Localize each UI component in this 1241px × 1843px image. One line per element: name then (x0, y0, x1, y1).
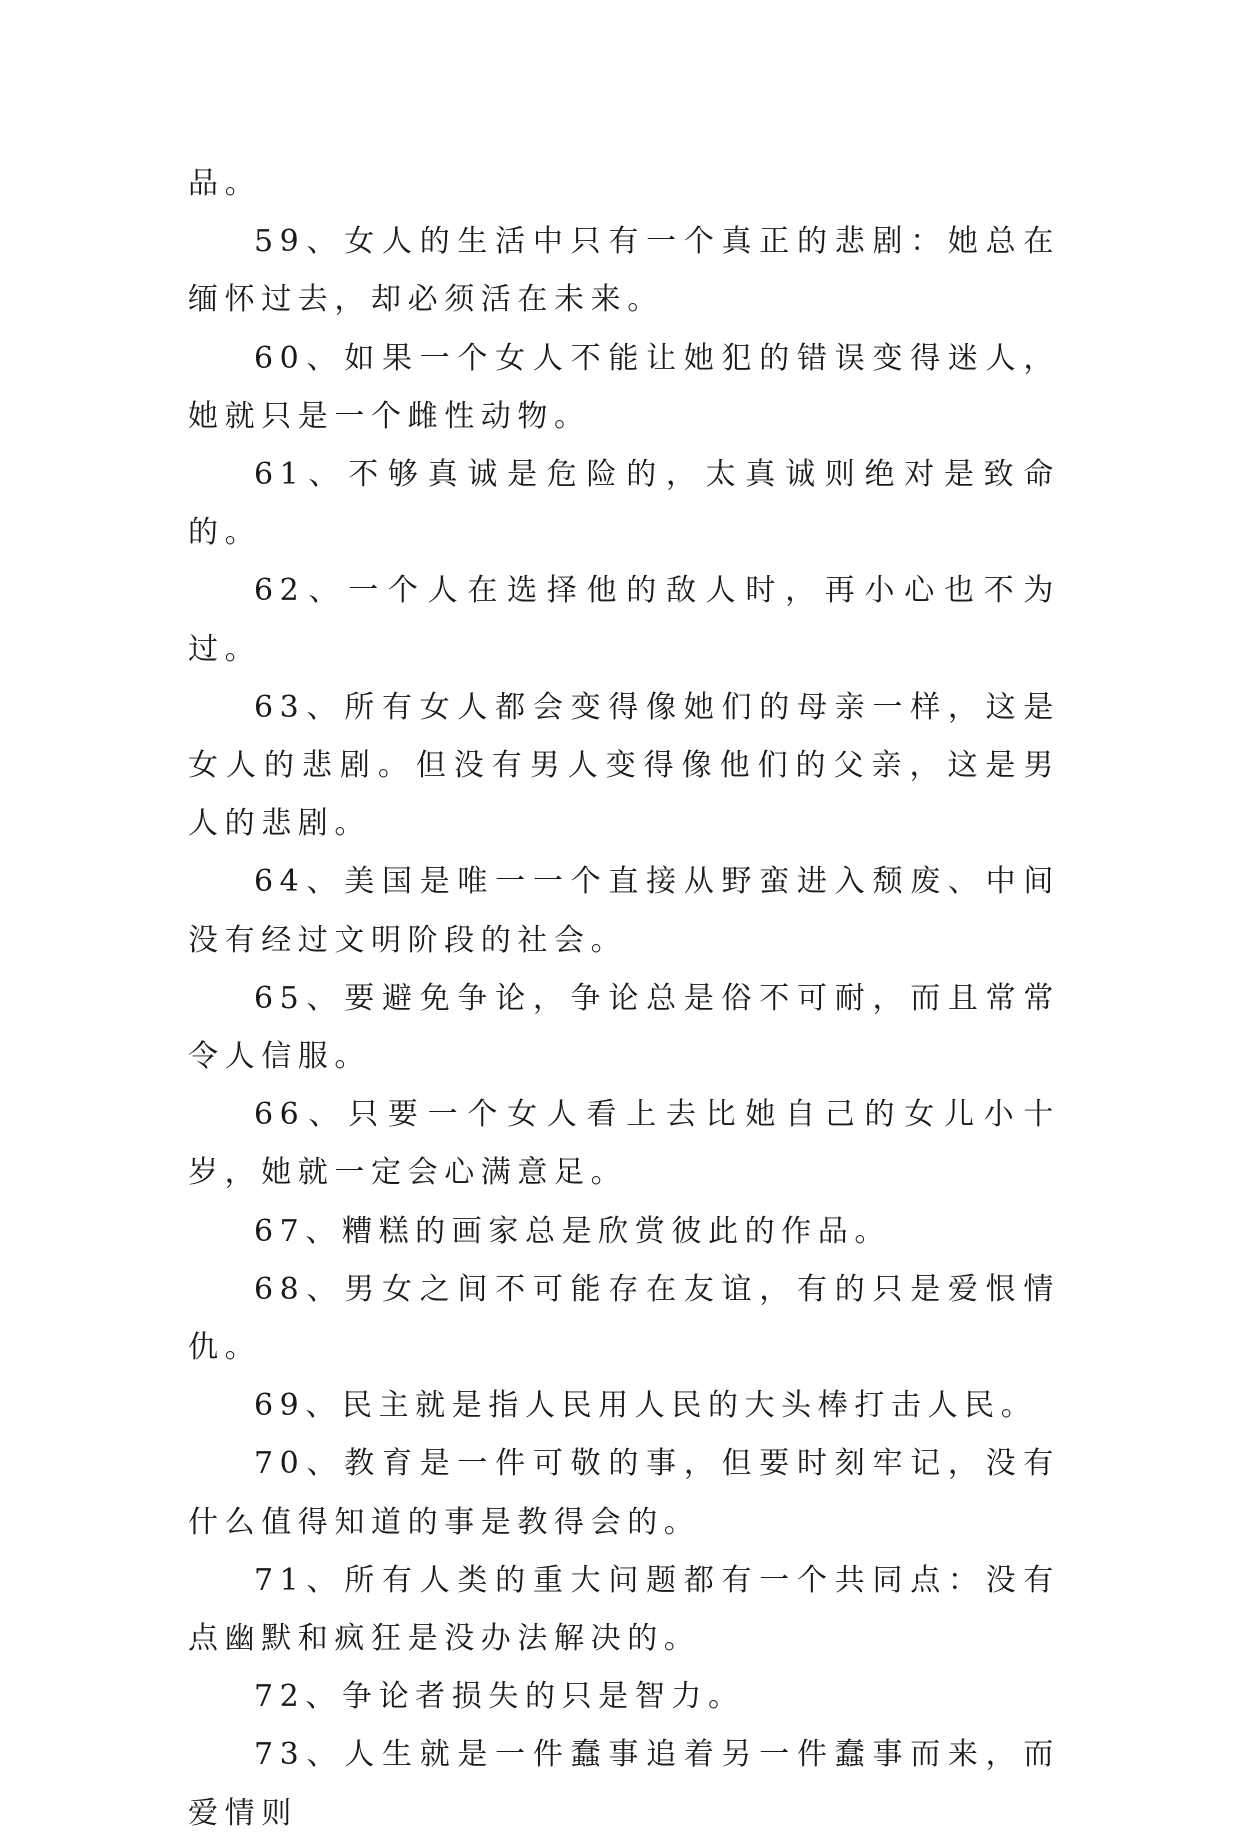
quote-67: 67、糟糕的画家总是欣赏彼此的作品。 (254, 1213, 891, 1249)
quote-60: 60、如果一个女人不能让她犯的错误变得迷人，她就只是一个雌性动物。 (188, 340, 1060, 434)
quote-62: 62、一个人在选择他的敌人时，再小心也不为过。 (188, 573, 1060, 667)
quote-68: 68、男女之间不可能存在友谊，有的只是爱恨情仇。 (188, 1271, 1060, 1366)
paragraph-continuation: 品。 (188, 166, 262, 201)
quote-69: 69、民主就是指人民用人民的大头棒打击人民。 (254, 1388, 1038, 1424)
document-page (188, 155, 1060, 1843)
quote-73: 73、人生就是一件蠢事追着另一件蠢事而来，而爱情则 (188, 1737, 1060, 1831)
quote-71: 71、所有人类的重大问题都有一个共同点：没有点幽默和疯狂是没办法解决的。 (188, 1562, 1060, 1657)
quote-59: 59、女人的生活中只有一个真正的悲剧：她总在缅怀过去，却必须活在未来。 (188, 224, 1060, 318)
quote-65: 65、要避免争论，争论总是俗不可耐，而且常常令人信服。 (188, 980, 1060, 1075)
quote-72: 72、争论者损失的只是智力。 (254, 1679, 745, 1715)
quote-63: 63、所有女人都会变得像她们的母亲一样，这是女人的悲剧。但没有男人变得像他们的父亲，这是男人的悲剧。 (188, 689, 1060, 842)
quote-64: 64、美国是唯一一个直接从野蛮进入颓废、中间没有经过文明阶段的社会。 (188, 864, 1060, 958)
quote-70: 70、教育是一件可敬的事，但要时刻牢记，没有什么值得知道的事是教得会的。 (188, 1446, 1060, 1540)
quote-66: 66、只要一个女人看上去比她自己的女儿小十岁，她就一定会心满意足。 (188, 1097, 1060, 1191)
quote-61: 61、不够真诚是危险的，太真诚则绝对是致命的。 (188, 457, 1060, 551)
